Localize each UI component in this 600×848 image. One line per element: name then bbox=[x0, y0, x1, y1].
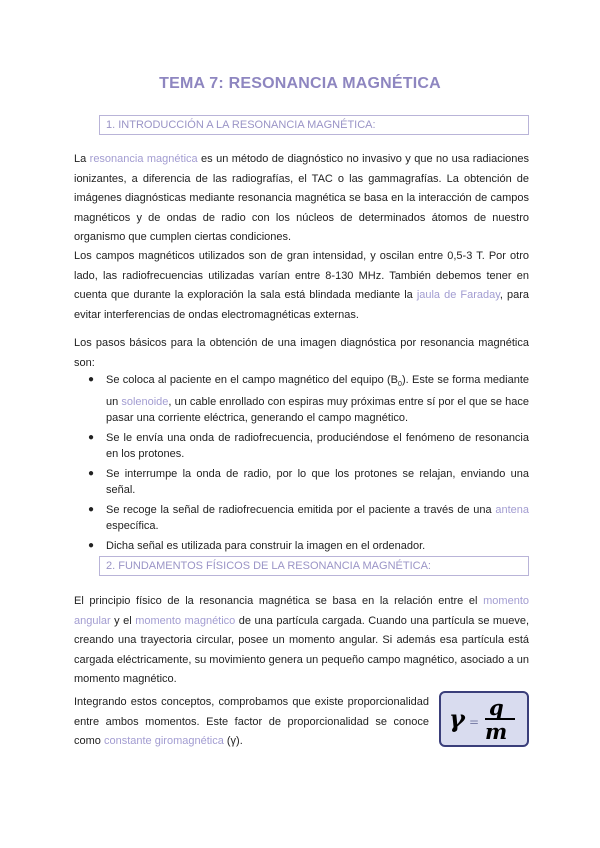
bullet-icon: ● bbox=[88, 431, 95, 443]
formula-gamma-q-over-m bbox=[441, 693, 527, 745]
text: Se recoge la señal de radiofrecuencia emitida por el paciente a través de una bbox=[106, 503, 496, 516]
text: ). Este se forma mediante un bbox=[106, 374, 529, 408]
paragraph-campos bbox=[74, 247, 529, 325]
text: es un método de diagnóstico no invasivo y que no usa radiaciones ionizantes, a diferencia de las radiografías, el TAC o las gammagrafías. La obtención de imágenes diagnósticas mediante resonancia magnética se basa en la interacción de campos magnéticos y de ondas de radio con los núcleos de determinados átomos de nuestro organismo que cumplen ciertas condiciones. bbox=[74, 153, 530, 243]
text: Dicha señal es utilizada para construir la imagen en el ordenador. bbox=[106, 539, 426, 552]
formula-gamma: γ bbox=[449, 704, 465, 733]
list-item bbox=[74, 502, 529, 535]
text: de una partícula cargada. Cuando una partícula se mueve, creando una trayectoria circular, posee un momento angular. Si además esa partícula está cargada eléctricamente, su movimiento genera un pequeño campo magnético, asociado a un momento magnético. bbox=[74, 614, 529, 685]
term-momento-angular: momento angular bbox=[74, 595, 529, 627]
formula-equals: = bbox=[469, 715, 480, 729]
paragraph-proporcionalidad bbox=[74, 693, 429, 752]
paragraph-principio bbox=[74, 592, 529, 690]
section-heading-introduccion: 1. INTRODUCCIÓN A LA RESONANCIA MAGNÉTICA: bbox=[99, 115, 529, 135]
page-title: TEMA 7: RESONANCIA MAGNÉTICA bbox=[159, 75, 441, 92]
paragraph-pasos: Los pasos básicos para la obtención de una imagen diagnóstica por resonancia magnética son: bbox=[74, 337, 529, 369]
list-item bbox=[74, 430, 529, 463]
section-heading-fundamentos: 2. FUNDAMENTOS FÍSICOS DE LA RESONANCIA MAGNÉTICA: bbox=[99, 556, 529, 576]
text: Se le envía una onda de radiofrecuencia, produciéndose el fenómeno de resonancia en los protones. bbox=[106, 431, 529, 461]
text: (γ). bbox=[223, 735, 243, 747]
text: El principio físico de la resonancia magnética se basa en la relación entre el bbox=[74, 595, 484, 607]
formula-numerator: q bbox=[489, 695, 504, 720]
list-item bbox=[74, 372, 529, 427]
text: , un cable enrollado con espiras muy próximas entre sí por el que se hace pasar una corriente eléctrica, generando el campo magnético. bbox=[106, 395, 529, 425]
subscript: 0 bbox=[398, 381, 402, 389]
text: específica. bbox=[106, 520, 159, 533]
term-solenoide: solenoide bbox=[121, 395, 169, 408]
text: Los campos magnéticos utilizados son de gran intensidad, y oscilan entre 0,5-3 T. Por otro lado, las radiofrecuencias utilizadas varían entre 8-130 MHz. También debemos tener en cuenta que durante la exploración la sala está blindada mediante la bbox=[74, 250, 529, 301]
term-constante-giromagnetica: constante giromagnética bbox=[103, 735, 224, 747]
steps-list bbox=[74, 372, 529, 557]
bullet-icon: ● bbox=[88, 374, 95, 385]
text: Integrando estos conceptos, comprobamos que existe proporcionalidad entre ambos momentos. Este factor de proporcionalidad se conoce como bbox=[74, 696, 429, 747]
text: Se interrumpe la onda de radio, por lo que los protones se relajan, enviando una señal. bbox=[106, 467, 529, 497]
text: Se coloca al paciente en el campo magnético del equipo (B bbox=[106, 374, 399, 386]
term-jaula-de-faraday: jaula de Faraday bbox=[416, 289, 500, 301]
formula-box bbox=[439, 691, 529, 747]
text: La bbox=[74, 153, 90, 165]
list-item bbox=[74, 466, 529, 499]
formula-denominator: m bbox=[485, 719, 508, 744]
bullet-icon: ● bbox=[88, 467, 95, 479]
term-antena: antena bbox=[495, 503, 529, 516]
bullet-icon: ● bbox=[88, 539, 95, 551]
bullet-icon: ● bbox=[88, 503, 95, 515]
list-item bbox=[74, 538, 529, 555]
paragraph-intro bbox=[74, 150, 529, 248]
text: , para evitar interferencias de ondas electromagnéticas externas. bbox=[74, 289, 529, 321]
text: y el bbox=[110, 614, 136, 627]
term-momento-magnetico: momento magnético bbox=[135, 614, 236, 627]
term-resonancia-magnetica: resonancia magnética bbox=[89, 153, 198, 165]
